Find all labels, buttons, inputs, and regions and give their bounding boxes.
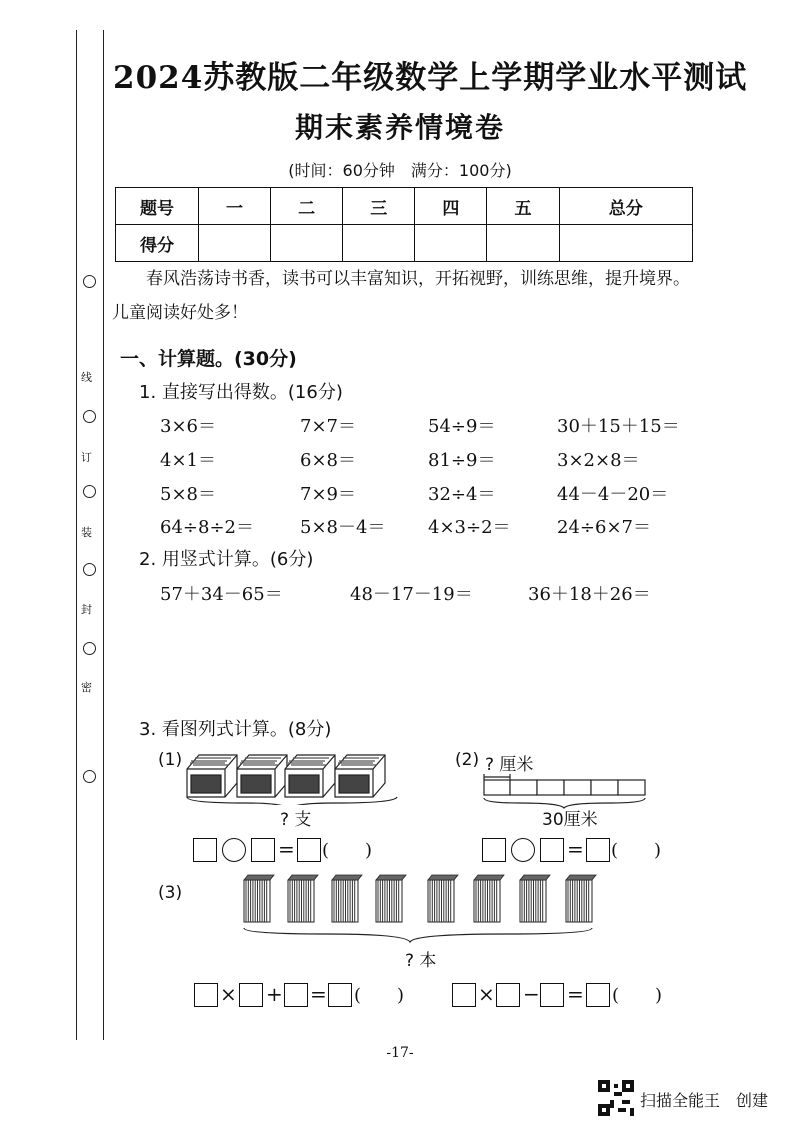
- answer-box[interactable]: [239, 983, 263, 1007]
- vertical-calc-item: 57＋34－65＝: [160, 584, 283, 605]
- intro-text: 春风浩荡诗书香，读书可以丰富知识，开拓视野，训练思维，提升境界。儿童阅读好处多！: [112, 269, 690, 323]
- bar-segments-illustration: [480, 770, 670, 810]
- calc-item: 4×1＝: [160, 450, 216, 471]
- equals-sign: =: [567, 982, 584, 1006]
- score-header: 三: [343, 188, 415, 225]
- binding-hole: [83, 563, 96, 576]
- segment-question-label: ? 厘米: [485, 755, 534, 775]
- part-number: (2): [455, 750, 480, 770]
- books-question-label: ? 本: [405, 951, 437, 971]
- binding-word-secret: 密: [81, 681, 92, 694]
- scanner-watermark: 扫描全能王 创建: [640, 1091, 769, 1110]
- binding-word-install: 装: [81, 526, 92, 539]
- score-row-label: 得分: [116, 225, 199, 262]
- vertical-calc-item: 48－17－19＝: [350, 584, 473, 605]
- calc-item: 6×8＝: [300, 450, 356, 471]
- part-number: (3): [158, 883, 183, 903]
- section-title: 一、计算题。(30分): [120, 348, 297, 370]
- calc-item: 7×9＝: [300, 484, 356, 505]
- answer-box[interactable]: [586, 983, 610, 1007]
- pencil-question-label: ? 支: [280, 810, 312, 830]
- question-title: 2. 用竖式计算。(6分): [139, 549, 314, 570]
- equals-sign: =: [310, 982, 327, 1006]
- answer-box[interactable]: [540, 983, 564, 1007]
- binding-hole: [83, 275, 96, 288]
- exam-meta: (时间：60分钟 满分：100分): [288, 161, 512, 180]
- answer-box[interactable]: [251, 838, 275, 862]
- unit-paren[interactable]: ( ): [611, 840, 662, 861]
- exam-subtitle: 期末素养情境卷: [294, 111, 505, 144]
- binding-word-order: 订: [81, 451, 92, 464]
- qr-code-icon: [598, 1080, 634, 1116]
- answer-box[interactable]: [328, 983, 352, 1007]
- score-cell[interactable]: [199, 225, 271, 262]
- times-sign: ×: [478, 982, 495, 1006]
- answer-box[interactable]: [194, 983, 218, 1007]
- calc-item: 30＋15＋15＝: [557, 416, 680, 437]
- question-title: 1. 直接写出得数。(16分): [139, 382, 343, 403]
- unit-paren[interactable]: ( ): [322, 840, 373, 861]
- equals-sign: =: [567, 837, 584, 861]
- answer-box[interactable]: [540, 838, 564, 862]
- vertical-calc-item: 36＋18＋26＝: [528, 584, 651, 605]
- calc-item: 7×7＝: [300, 416, 356, 437]
- calc-item: 64÷8÷2＝: [160, 517, 254, 538]
- minus-sign: −: [523, 982, 540, 1006]
- binding-word-seal: 封: [81, 603, 92, 616]
- calc-item: 5×8－4＝: [300, 517, 386, 538]
- page-number: -17-: [386, 1045, 414, 1061]
- calc-item: 54÷9＝: [428, 416, 496, 437]
- equals-sign: =: [278, 837, 295, 861]
- score-header: 总分: [559, 188, 692, 225]
- calc-item: 5×8＝: [160, 484, 216, 505]
- binding-hole: [83, 410, 96, 423]
- score-header: 题号: [116, 188, 199, 225]
- calc-item: 3×2×8＝: [557, 450, 640, 471]
- score-header: 五: [487, 188, 559, 225]
- answer-box[interactable]: [496, 983, 520, 1007]
- score-cell[interactable]: [487, 225, 559, 262]
- answer-box[interactable]: [482, 838, 506, 862]
- score-header: 一: [199, 188, 271, 225]
- calc-item: 32÷4＝: [428, 484, 496, 505]
- operator-circle[interactable]: [222, 838, 246, 862]
- score-table: [115, 187, 693, 262]
- score-header: 四: [415, 188, 487, 225]
- score-header: 二: [271, 188, 343, 225]
- answer-box[interactable]: [193, 838, 217, 862]
- calc-item: 3×6＝: [160, 416, 216, 437]
- score-cell[interactable]: [559, 225, 692, 262]
- calc-item: 4×3÷2＝: [428, 517, 511, 538]
- binding-hole: [83, 770, 96, 783]
- pencil-boxes-illustration: [185, 745, 425, 805]
- binding-hole: [83, 642, 96, 655]
- question-title: 3. 看图列式计算。(8分): [139, 719, 332, 740]
- calc-item: 81÷9＝: [428, 450, 496, 471]
- answer-box[interactable]: [452, 983, 476, 1007]
- plus-sign: +: [266, 982, 283, 1006]
- answer-box[interactable]: [586, 838, 610, 862]
- unit-paren[interactable]: ( ): [612, 985, 663, 1006]
- calc-item: 44－4－20＝: [557, 484, 669, 505]
- times-sign: ×: [220, 982, 237, 1006]
- part-number: (1): [158, 750, 183, 770]
- total-length-label: 30厘米: [542, 810, 598, 830]
- answer-box[interactable]: [284, 983, 308, 1007]
- score-cell[interactable]: [415, 225, 487, 262]
- score-cell[interactable]: [343, 225, 415, 262]
- unit-paren[interactable]: ( ): [354, 985, 405, 1006]
- books-illustration: [236, 872, 616, 944]
- answer-box[interactable]: [297, 838, 321, 862]
- binding-hole: [83, 485, 96, 498]
- calc-item: 24÷6×7＝: [557, 517, 651, 538]
- binding-word-line: 线: [81, 371, 92, 384]
- score-cell[interactable]: [271, 225, 343, 262]
- operator-circle[interactable]: [511, 838, 535, 862]
- exam-title: 2024苏教版二年级数学上学期学业水平测试: [113, 60, 748, 96]
- binding-strip: [76, 30, 104, 1040]
